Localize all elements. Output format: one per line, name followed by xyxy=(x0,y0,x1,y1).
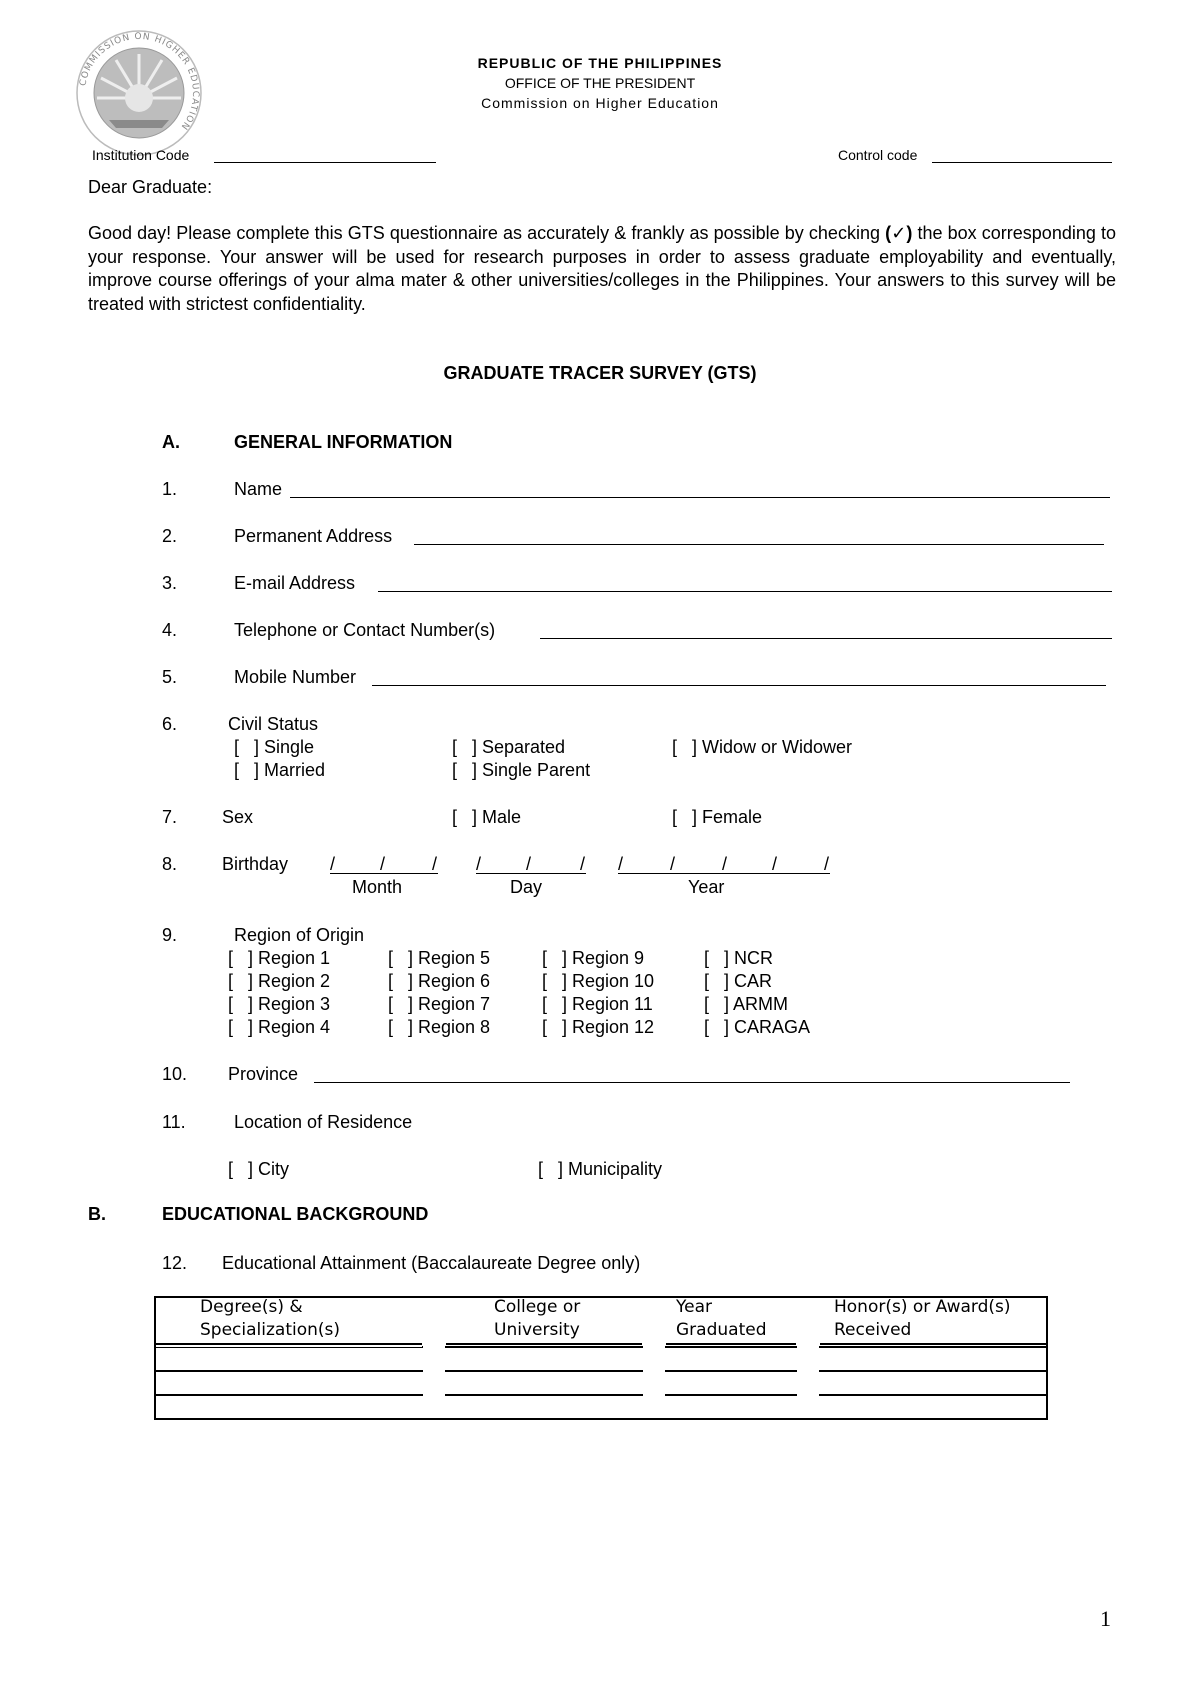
q5-number: 5. xyxy=(162,667,178,687)
mobile-number-field[interactable] xyxy=(372,685,1106,686)
birthday-year-label: Year xyxy=(688,877,725,897)
section-b-title: EDUCATIONAL BACKGROUND xyxy=(162,1204,429,1224)
region-7-option[interactable]: [ ] Region 7 xyxy=(388,994,491,1014)
region-8-option[interactable]: [ ] Region 8 xyxy=(388,1017,491,1037)
table-header-college-line2: University xyxy=(494,1320,580,1340)
region-10-option[interactable]: [ ] Region 10 xyxy=(542,971,655,991)
region-12-option[interactable]: [ ] Region 12 xyxy=(542,1017,655,1037)
control-code-field[interactable] xyxy=(932,162,1112,163)
region-2-option[interactable]: [ ] Region 2 xyxy=(228,971,331,991)
birthday-slash: / xyxy=(670,854,676,874)
commission-heading: Commission on Higher Education xyxy=(481,95,719,111)
educational-attainment-label: Educational Attainment (Baccalaureate Degree only) xyxy=(222,1253,641,1273)
table-column-gap xyxy=(423,1342,445,1344)
region-3-option[interactable]: [ ] Region 3 xyxy=(228,994,331,1014)
sex-male-option[interactable]: [ ] Male xyxy=(452,807,522,827)
q10-number: 10. xyxy=(162,1064,188,1084)
civil-status-widow-option[interactable]: [ ] Widow or Widower xyxy=(672,737,853,757)
birthday-slash: / xyxy=(380,854,386,874)
birthday-slash: / xyxy=(618,854,624,874)
region-5-option[interactable]: [ ] Region 5 xyxy=(388,948,491,968)
table-cell-degree[interactable] xyxy=(156,1343,422,1345)
permanent-address-label: Permanent Address xyxy=(234,526,393,546)
region-11-option[interactable]: [ ] Region 11 xyxy=(542,994,653,1014)
residence-city-option[interactable]: [ ] City xyxy=(228,1159,290,1179)
table-header-college-line1: College or xyxy=(494,1297,581,1317)
ched-seal-logo xyxy=(74,28,204,158)
table-header-year-line1: Year xyxy=(676,1297,712,1317)
table-column-gap xyxy=(423,1342,445,1402)
birthday-label: Birthday xyxy=(222,854,289,874)
table-header-honors-line2: Received xyxy=(834,1320,912,1340)
birthday-slash: / xyxy=(580,854,586,874)
q4-number: 4. xyxy=(162,620,178,640)
section-b-letter: B. xyxy=(88,1204,106,1224)
table-header-degree-line2: Specialization(s) xyxy=(200,1320,341,1340)
salutation: Dear Graduate: xyxy=(88,177,213,197)
name-field[interactable] xyxy=(290,497,1110,498)
institution-code-label: Institution Code xyxy=(92,147,190,163)
q3-number: 3. xyxy=(162,573,178,593)
name-label: Name xyxy=(234,479,283,499)
civil-status-single-parent-option[interactable]: [ ] Single Parent xyxy=(452,760,591,780)
birthday-day-label: Day xyxy=(510,877,543,897)
birthday-slash: / xyxy=(432,854,438,874)
q8-number: 8. xyxy=(162,854,178,874)
q6-number: 6. xyxy=(162,714,178,734)
civil-status-separated-option[interactable]: [ ] Separated xyxy=(452,737,566,757)
mobile-number-label: Mobile Number xyxy=(234,667,357,687)
birthday-slash: / xyxy=(476,854,482,874)
birthday-month-label: Month xyxy=(352,877,403,897)
q1-number: 1. xyxy=(162,479,178,499)
table-header-year xyxy=(676,1296,766,1342)
table-header-college xyxy=(494,1296,580,1342)
table-header-honors-line1: Honor(s) or Award(s) xyxy=(834,1297,1011,1317)
q12-number: 12. xyxy=(162,1253,188,1273)
institution-code-field[interactable] xyxy=(214,162,436,163)
region-1-option[interactable]: [ ] Region 1 xyxy=(228,948,331,968)
region-car-option[interactable]: [ ] CAR xyxy=(704,971,773,991)
province-field[interactable] xyxy=(314,1082,1070,1083)
page-number: 1 xyxy=(1100,1606,1111,1631)
region-4-option[interactable]: [ ] Region 4 xyxy=(228,1017,331,1037)
region-ncr-option[interactable]: [ ] NCR xyxy=(704,948,774,968)
republic-heading: REPUBLIC OF THE PHILIPPINES xyxy=(477,55,723,71)
permanent-address-field[interactable] xyxy=(414,544,1104,545)
office-heading: OFFICE OF THE PRESIDENT xyxy=(504,75,696,91)
table-header-year-line2: Graduated xyxy=(676,1320,767,1340)
svg-text:COMMISSION ON HIGHER EDUCATION: COMMISSION ON HIGHER EDUCATION xyxy=(78,31,201,132)
table-row-divider xyxy=(156,1370,1046,1372)
birthday-slash: / xyxy=(722,854,728,874)
table-cell-year[interactable] xyxy=(666,1343,796,1345)
control-code-label: Control code xyxy=(838,147,918,163)
email-field[interactable] xyxy=(378,591,1112,592)
check-symbol: (✓) xyxy=(885,223,913,243)
email-label: E-mail Address xyxy=(234,573,356,593)
sex-label: Sex xyxy=(222,807,254,827)
birthday-slash: / xyxy=(772,854,778,874)
telephone-label: Telephone or Contact Number(s) xyxy=(234,620,496,640)
table-cell-college[interactable] xyxy=(446,1343,642,1345)
region-armm-option[interactable]: [ ] ARMM xyxy=(704,994,789,1014)
telephone-field[interactable] xyxy=(540,638,1112,639)
table-column-gap xyxy=(643,1342,665,1402)
section-a-letter: A. xyxy=(162,432,180,452)
table-row-divider xyxy=(156,1394,1046,1396)
table-header-honors xyxy=(834,1296,1011,1342)
q11-number: 11. xyxy=(162,1112,186,1132)
table-cell-gap xyxy=(156,1345,422,1347)
table-cell-honors[interactable] xyxy=(820,1343,1046,1345)
instructions-text-2: the box corresponding to your response. Your answer will be used for research purposes in order to assess graduate employability and eventually, improve course offerings of your alma mater & other universities/colleges in the Philippines. Your answers to this survey will be treated with strictest confidentiality. xyxy=(88,223,1116,314)
location-of-residence-label: Location of Residence xyxy=(234,1112,413,1132)
civil-status-label: Civil Status xyxy=(228,714,319,734)
q9-number: 9. xyxy=(162,925,178,945)
birthday-slash: / xyxy=(526,854,532,874)
civil-status-married-option[interactable]: [ ] Married xyxy=(234,760,326,780)
q7-number: 7. xyxy=(162,807,178,827)
table-header-degree-line1: Degree(s) & xyxy=(200,1297,303,1317)
civil-status-single-option[interactable]: [ ] Single xyxy=(234,737,315,757)
table-column-gap xyxy=(797,1342,819,1402)
q2-number: 2. xyxy=(162,526,178,546)
section-a-title: GENERAL INFORMATION xyxy=(234,432,453,452)
instructions-paragraph xyxy=(88,222,1116,316)
table-header-degree xyxy=(200,1296,340,1342)
instructions-text-1: Good day! Please complete this GTS questionnaire as accurately & frankly as possible by checking xyxy=(88,223,880,243)
region-caraga-option[interactable]: [ ] CARAGA xyxy=(704,1017,811,1037)
sex-female-option[interactable]: [ ] Female xyxy=(672,807,763,827)
birthday-slash: / xyxy=(824,854,830,874)
survey-title: GRADUATE TRACER SURVEY (GTS) xyxy=(443,363,757,383)
residence-municipality-option[interactable]: [ ] Municipality xyxy=(538,1159,663,1179)
province-label: Province xyxy=(228,1064,299,1084)
birthday-slash: / xyxy=(330,854,336,874)
region-6-option[interactable]: [ ] Region 6 xyxy=(388,971,491,991)
region-9-option[interactable]: [ ] Region 9 xyxy=(542,948,645,968)
region-of-origin-label: Region of Origin xyxy=(234,925,365,945)
